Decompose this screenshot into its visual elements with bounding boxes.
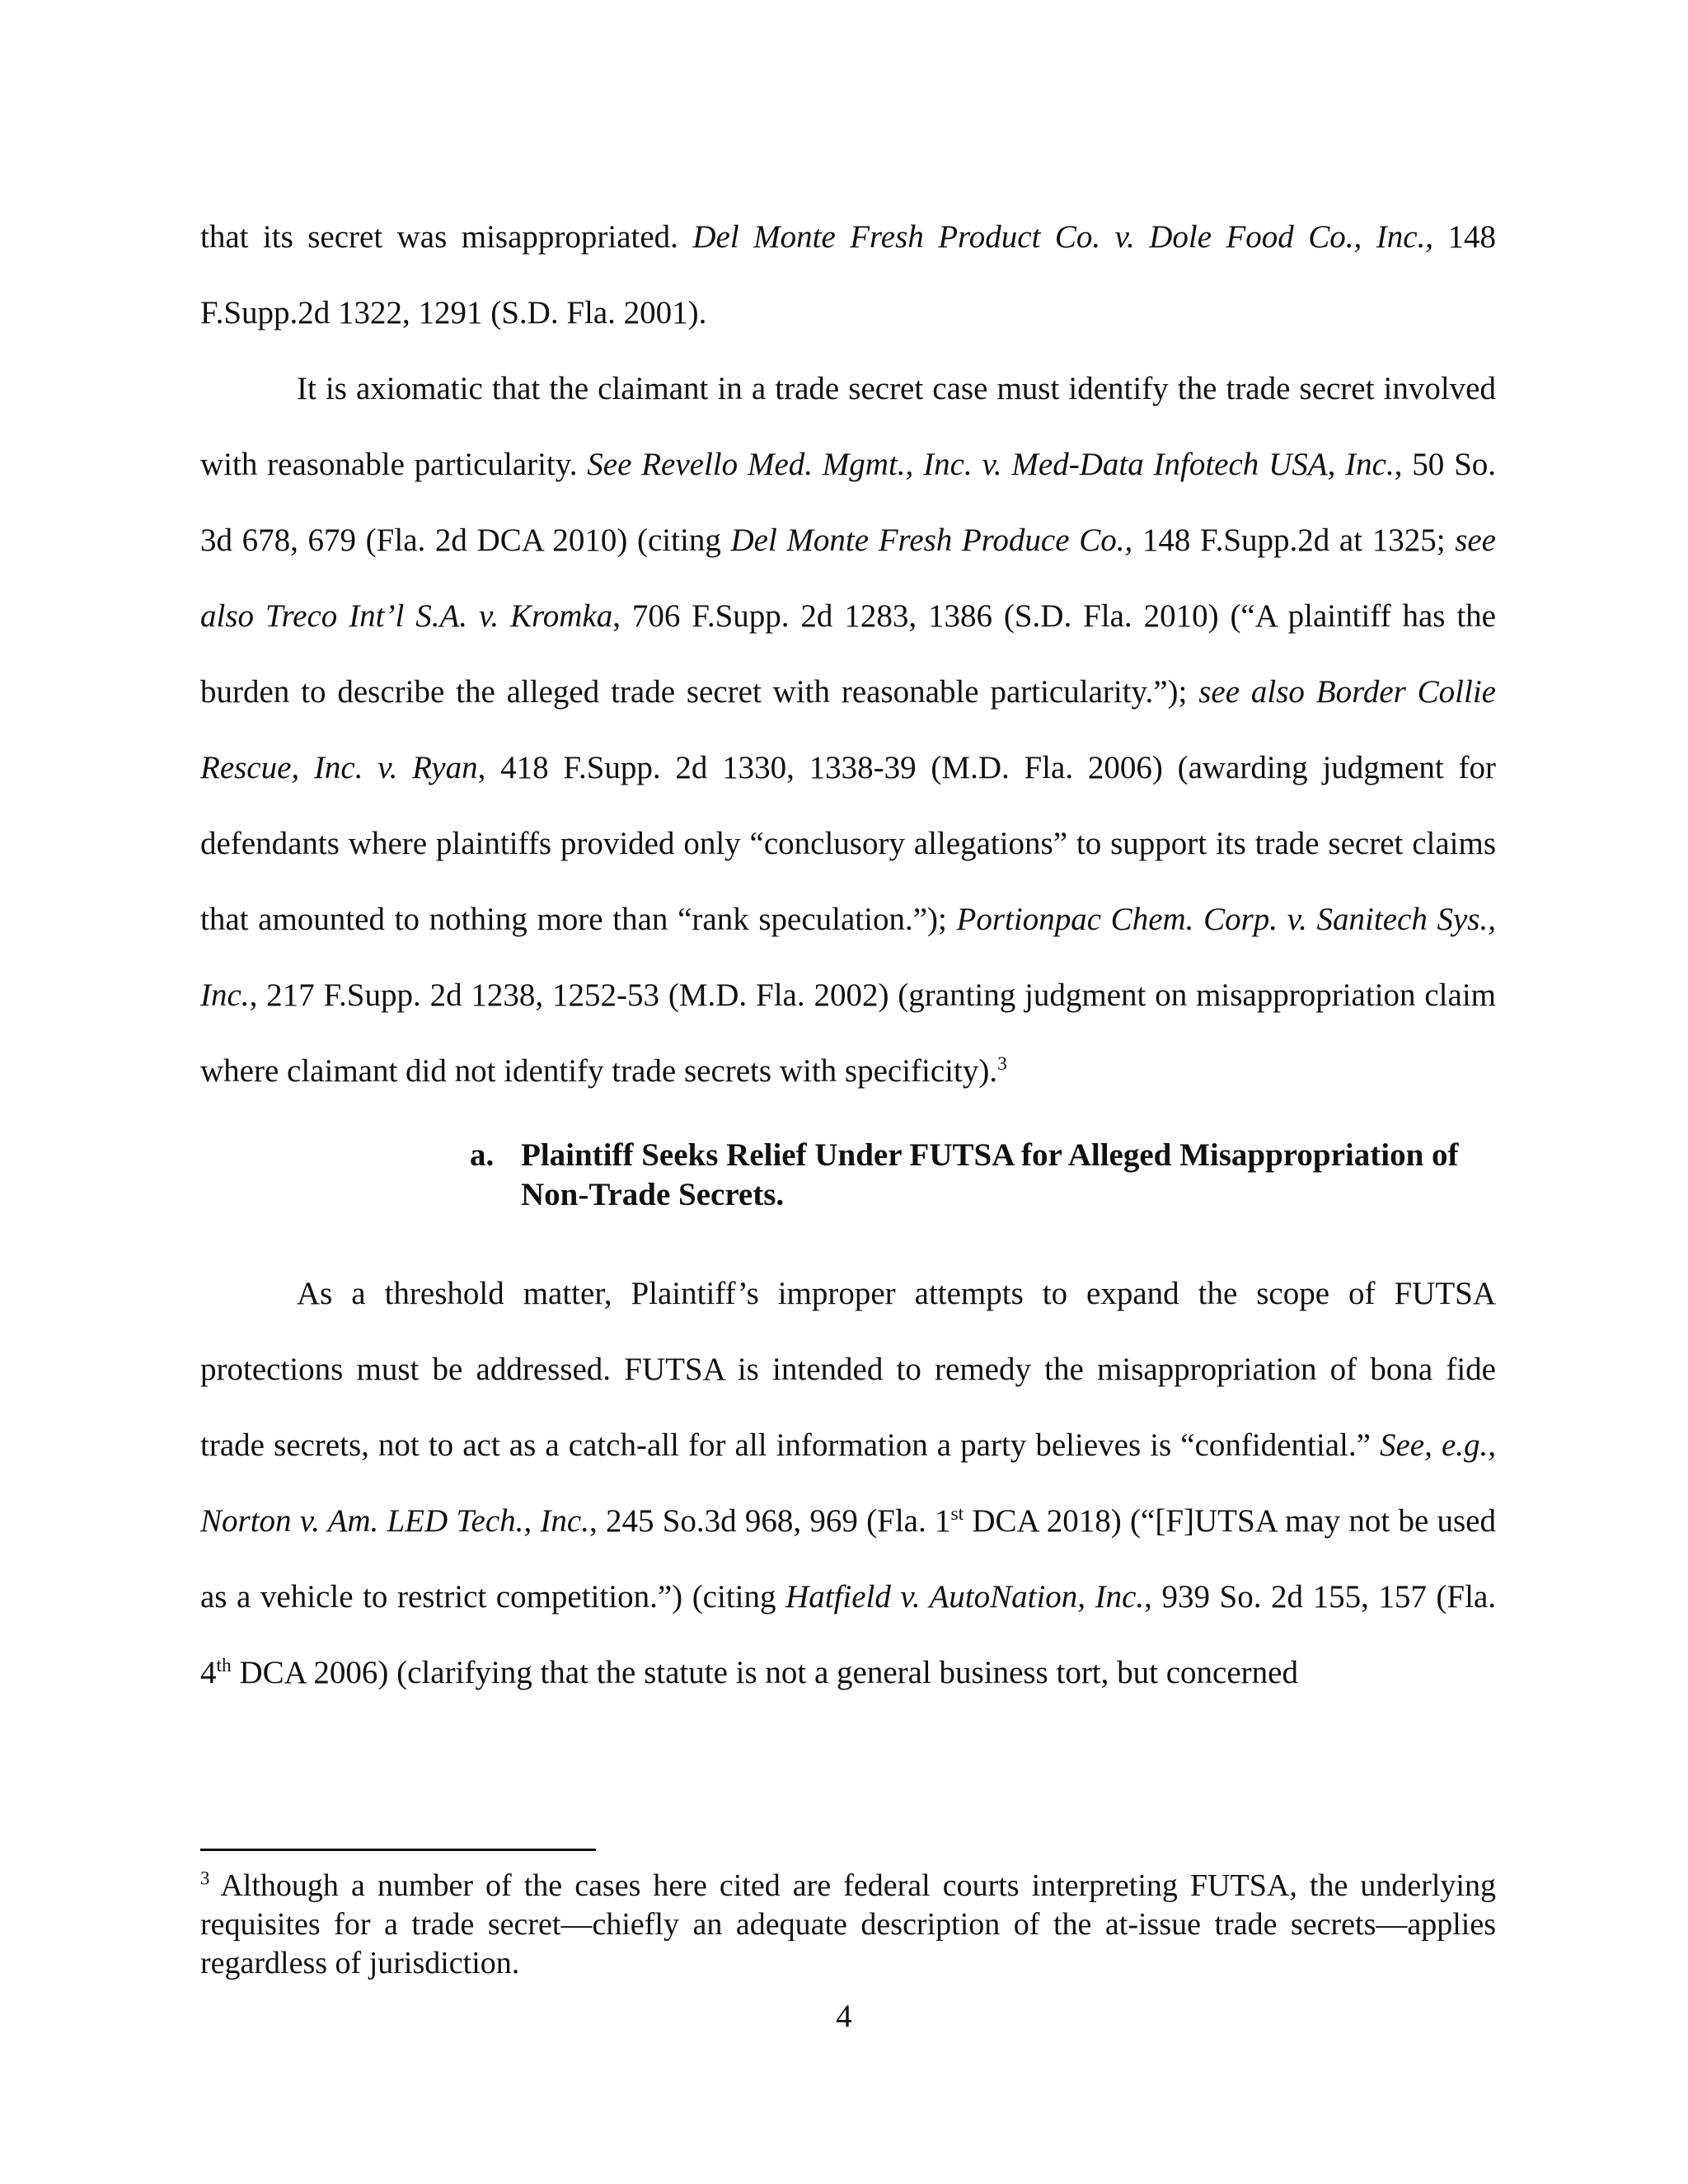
ordinal-suffix: st xyxy=(950,1503,964,1525)
text-run: 148 F.Supp.2d 1322, 1291 (S.D. Fla. 2001). xyxy=(200,219,1497,330)
footnote-separator xyxy=(200,1849,596,1851)
case-citation: See Revello Med. Mgmt., Inc. v. Med-Data Infotech USA, Inc. xyxy=(587,447,1395,482)
footnote-reference: 3 xyxy=(997,1053,1007,1075)
text-run: As a threshold matter, Plaintiff’s improper attempts to expand the scope of FUTSA protections must be addressed. FUTSA is intended to remedy the misappropriation of bona fide trade secrets, not to act as a catch-all for all information a party believes is “confidential.” xyxy=(200,1276,1496,1463)
heading-letter: a. xyxy=(470,1137,495,1173)
page-number: 4 xyxy=(836,1999,852,2034)
paragraph-threshold xyxy=(200,1256,1496,1711)
case-citation: see also Treco Int’l S.A. v. Kromka xyxy=(200,523,1496,634)
text-run: that its secret was misappropriated. xyxy=(200,219,693,255)
case-citation: Del Monte Fresh Produce Co., xyxy=(730,523,1133,558)
text-run: It is axiomatic that the claimant in a trade secret case must identify the trade secret involved with reasonable particularity. xyxy=(200,371,1496,482)
paragraph-particularity xyxy=(200,351,1496,1109)
text-run: , 939 So. 2d 155, 157 (Fla. 4 xyxy=(200,1579,1497,1690)
text-run: 148 F.Supp.2d at 1325; xyxy=(1132,523,1456,558)
case-citation: See, e.g., Norton v. Am. LED Tech., Inc. xyxy=(200,1427,1496,1539)
text-run: DCA 2006) (clarifying that the statute is not a general business tort, but concerned xyxy=(231,1655,1298,1690)
text-run: , 706 F.Supp. 2d 1283, 1386 (S.D. Fla. 2010) (“A plaintiff has the burden to describe the alleged trade secret with reasonable particularity.”); xyxy=(200,598,1496,710)
footnote-number: 3 xyxy=(200,1868,210,1889)
case-citation: Hatfield v. AutoNation, Inc. xyxy=(785,1579,1145,1615)
ordinal-suffix: th xyxy=(216,1655,232,1676)
text-run: , 217 F.Supp. 2d 1238, 1252-53 (M.D. Fla. 2002) (granting judgment on misappropriation claim where claimant did not identify trade secrets with specificity). xyxy=(200,977,1496,1089)
case-citation: Portionpac Chem. Corp. v. Sanitech Sys., Inc. xyxy=(200,902,1496,1013)
paragraph-continuation xyxy=(200,199,1496,351)
text-run: , 418 F.Supp. 2d 1330, 1338-39 (M.D. Fla. 2006) (awarding judgment for defendants where plaintiffs provided only “conclusory allegations” to support its trade secret claims that amounted to nothing more than “rank speculation.”); xyxy=(200,750,1496,937)
text-run: DCA 2018) (“[F]UTSA may not be used as a vehicle to restrict competition.”) (citing xyxy=(200,1503,1496,1615)
text-run: , 245 So.3d 968, 969 (Fla. 1 xyxy=(588,1503,951,1539)
text-run: , 50 So. 3d 678, 679 (Fla. 2d DCA 2010) (citing xyxy=(200,447,1497,558)
heading-text: Plaintiff Seeks Relief Under FUTSA for Alleged Misappropriation of Non-Trade Secrets. xyxy=(521,1137,1459,1212)
footnote xyxy=(200,1867,1496,1983)
section-heading xyxy=(470,1136,1496,1215)
case-citation: Del Monte Fresh Product Co. v. Dole Food Co., Inc., xyxy=(692,219,1434,255)
case-citation: see also Border Collie Rescue, Inc. v. Ryan xyxy=(200,674,1496,785)
footnote-text: Although a number of the cases here cited are federal courts interpreting FUTSA, the underlying requisites for a trade secret—chiefly an adequate description of the at-issue trade secrets—applies regardless of jurisdiction. xyxy=(200,1868,1496,1980)
